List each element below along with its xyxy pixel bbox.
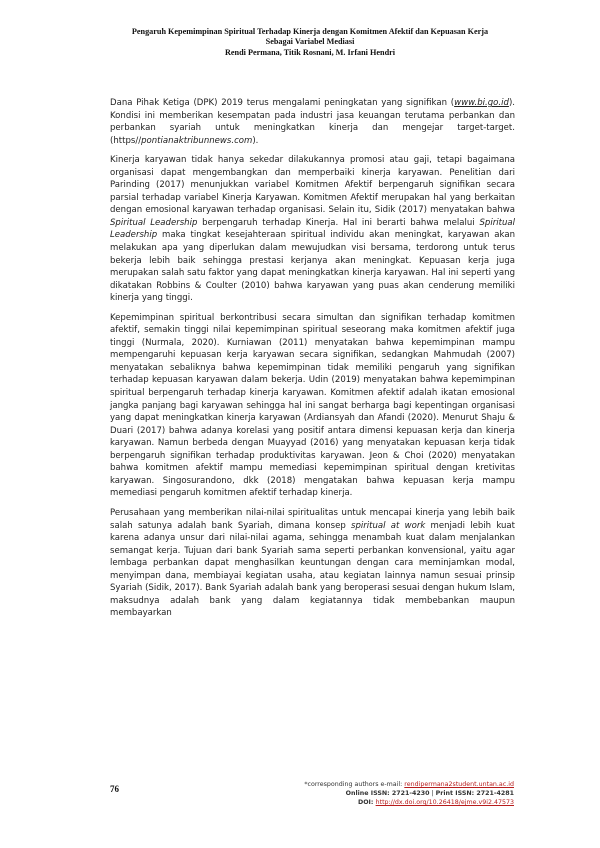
footer-info: *corresponding authors e-mail: rendipermana2student.untan.ac.id Online ISSN: 2721-4230 | Print ISSN: 2721-4281 DOI: http://dx.doi.org/10.26418/ejme.v9i2.47573 (304, 781, 514, 807)
paper-authors: Rendi Permana, Titik Rosnani, M. Irfani Hendri (224, 47, 396, 57)
paragraph-4: Perusahaan yang memberikan nilai-nilai spiritualitas untuk mencapai kinerja yang lebih baik salah satunya adalah bank Syariah, dimana konsep spiritual at work menjadi lebih kuat karena adanya unsur dari nilai-nilai agama, sehingga menambah kuat dalam menjalankan semangat kerja. Tujuan dari bank Syariah sama seperti perbankan konvensional, yaitu agar lembaga perbankan dapat menghasilkan keuntungan dengan cara meminjamkan modal, menyimpan dana, membiayai kegiatan usaha, atau kegiatan lainnya namun sesuai prinsip Syariah (Sidik, 2017). Bank Syariah adalah bank yang beroperasi sesuai dengan hukum Islam, maksudnya adalah bank yang dalam kegiatannya tidak membebankan maupun membayarkan (110, 507, 516, 619)
running-header (90, 27, 530, 58)
paragraph-3: Kepemimpinan spiritual berkontribusi secara simultan dan signifikan terhadap komitmen afektif, semakin tinggi nilai kepemimpinan spiritual seseorang maka komitmen afektif juga tinggi (Nurmala, 2020). Kurniawan (2011) menyatakan bahwa kepemimpinan mampu mempengaruhi kepuasan kerja karyawan secara signifikan, sedangkan Mahmudah (2007) menyatakan sebaliknya bahwa kepemimpinan tidak memiliki pengaruh yang signifikan terhadap kepuasan karyawan dalam bekerja. Udin (2019) menyatakan bahwa kepemimpinan spiritual berpengaruh terhadap kinerja karyawan. Komitmen afektif adalah ikatan emosional jangka panjang bagi karyawan sehingga hal ini sangat berharga bagi kepentingan organisasi yang dapat meningkatkan kinerja karyawan (Ardiansyah dan Afandi (2020). Menurut Shaju & Duari (2017) bahwa adanya korelasi yang positif antara dimensi kepuasan kerja dan kinerja karyawan. Namun berbeda dengan Muayyad (2016) yang menyatakan kepuasan kerja tidak berpengaruh signifikan terhadap produktivitas karyawan. Jeon & Choi (2020) menyatakan bahwa komitmen afektif mampu memediasi kepemimpinan spiritual dengan kretivitas karyawan. Singosurandono, dkk (2018) mengatakan bahwa kepuasan kerja mampu memediasi pengaruh komitmen afektif terhadap kinerja. (110, 312, 515, 499)
doi-link[interactable]: http://dx.doi.org/10.26418/ejme.v9i2.47573 (375, 799, 514, 807)
issn-online: Online ISSN: 2721-4230 (345, 790, 430, 798)
paragraph-1: Dana Pihak Ketiga (DPK) 2019 terus mengalami peningkatan yang signifikan (www.bi.go.id). Kondisi ini memberikan kesempatan pada industri jasa keuangan terutama perbankan dan perbankan syariah untuk meningkatkan kinerja dan mengejar target-target. (https//pontianaktribunnews.com). (110, 98, 515, 146)
paragraph-2: Kinerja karyawan tidak hanya sekedar dilakukannya promosi atau gaji, tetapi bagaimana organisasi dapat mengembangkan dan memperbaiki kinerja karyawan. Penelitian dari Parinding (2017) menunjukkan variabel Komitmen Afektif berpengaruh signifikan secara parsial terhadap variabel Kinerja Karyawan. Komitmen Afektif merupakan hal yang berkaitan dengan emosional karyawan terhadap organisasi. Selain itu, Sidik (2017) menyatakan bahwa Spiritual Leadership berpengaruh terhadap Kinerja. Hal ini berarti bahwa melalui Spiritual Leadership maka tingkat kesejahteraan spiritual individu akan meningkat, karyawan akan melakukan apa yang diperlukan dalam mewujudkan visi bersama, terdorong untuk terus bekerja lebih baik sehingga prestasi kerjanya akan meningkat. Kepuasan kerja juga merupakan salah satu faktor yang dapat meningkatkan kinerja karyawan. Hal ini seperti yang dikatakan Robbins & Coulter (2010) bahwa karyawan yang puas akan cenderung memiliki kinerja yang tinggi. (110, 155, 515, 304)
paper-title-line-1: Pengaruh Kepemimpinan Spiritual Terhadap Kinerja dengan Komitmen Afektif dan Kepuasan Kerja (131, 27, 489, 36)
tribun-link[interactable]: pontianaktribunnews.com (141, 135, 253, 146)
corresponding-label: *corresponding authors e-mail: (304, 781, 405, 788)
issn-print: Print ISSN: 2721-4281 (435, 790, 514, 798)
page-number: 76 (110, 784, 119, 794)
body-text (110, 97, 515, 627)
bi-link[interactable]: www.bi.go.id (454, 98, 509, 108)
doi-label: DOI: (357, 799, 376, 807)
email-link[interactable]: rendipermana2student.untan.ac.id (404, 781, 514, 788)
paper-title-line-2: Sebagai Variabel Mediasi (265, 37, 355, 47)
